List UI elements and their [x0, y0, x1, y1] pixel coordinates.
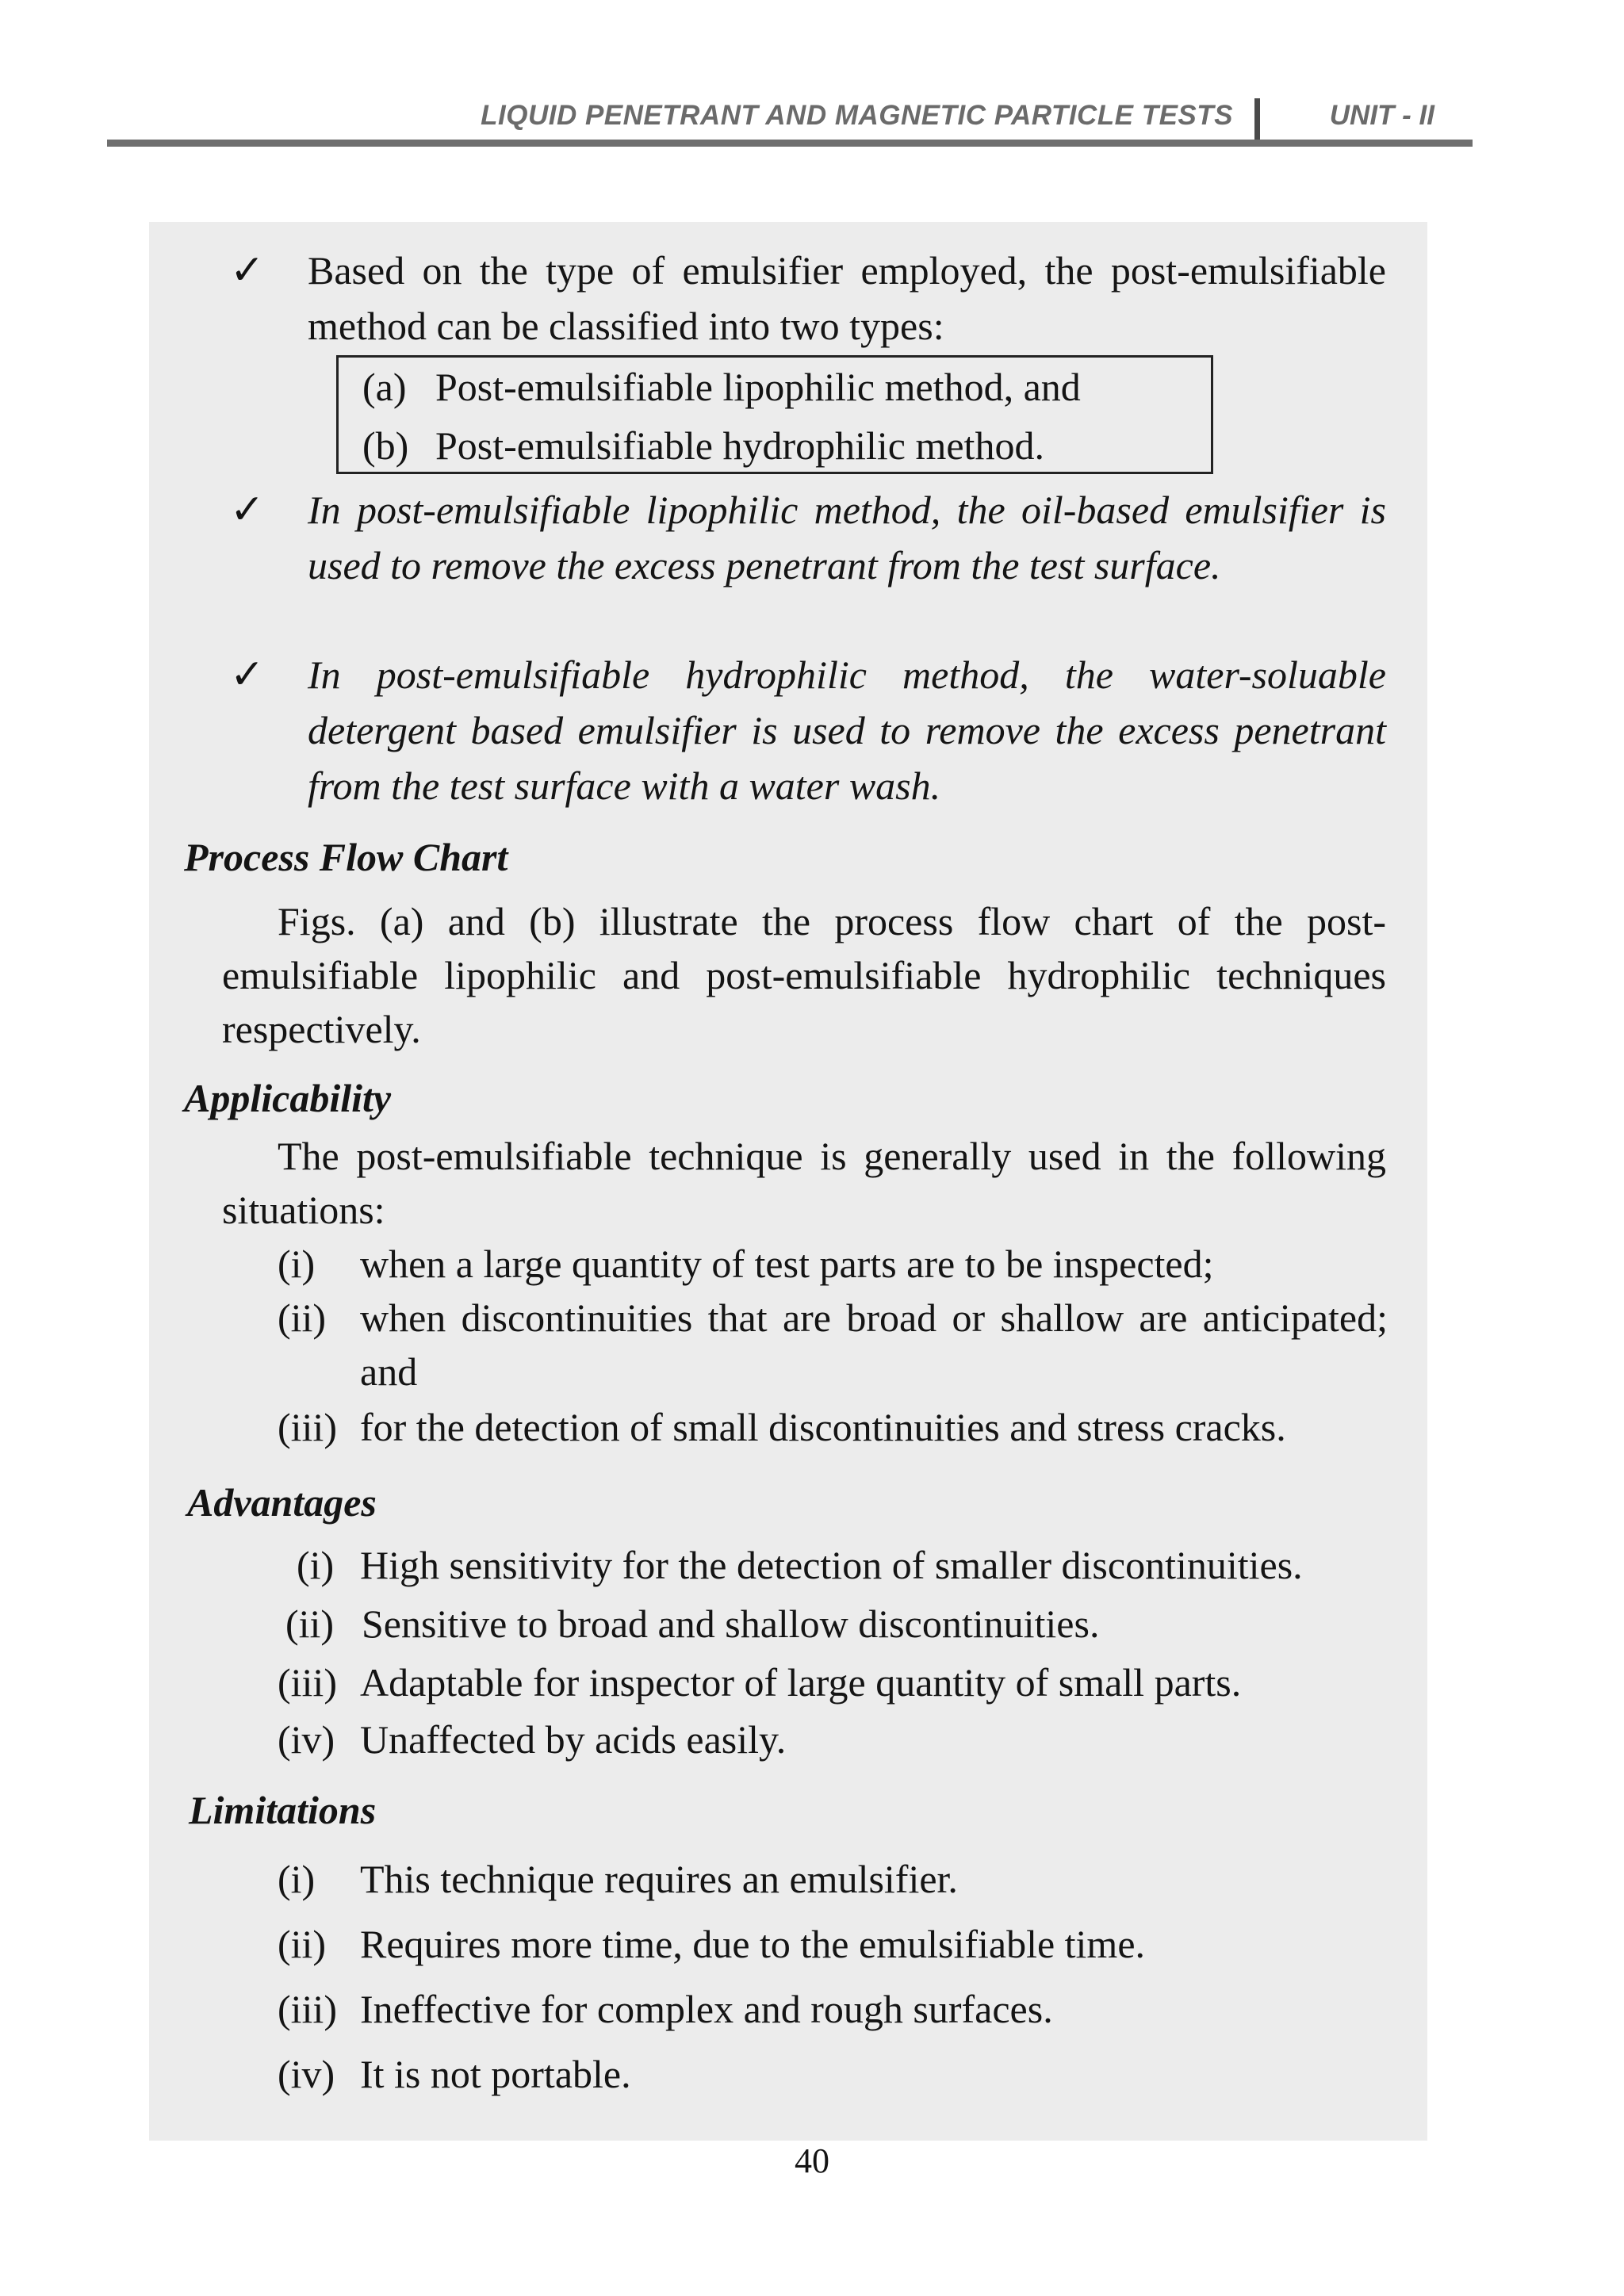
list-number: (iv) [278, 2052, 335, 2096]
type-label: (b) [362, 423, 409, 468]
type-item [362, 418, 1044, 473]
list-item [278, 1237, 1388, 1291]
list-number: (iii) [278, 1405, 337, 1449]
section-heading-limitations: Limitations [189, 1788, 377, 1832]
list-number: (iv) [278, 1717, 335, 1762]
list-item [297, 1538, 1391, 1592]
list-number: (i) [278, 1857, 316, 1901]
list-item [278, 1712, 1372, 1766]
list-text: High sensitivity for the detection of smaller discontinuities. [360, 1543, 1303, 1587]
header-unit: UNIT - II [1329, 100, 1434, 131]
checkmark-icon: ✓ [230, 247, 265, 294]
process-flow-text: Figs. (a) and (b) illustrate the process flow chart of the post-emulsifiable lipophilic and post-emulsifiable hydrophilic techniques respectively. [222, 899, 1386, 1051]
list-item [278, 2047, 1372, 2101]
list-item [285, 1597, 1380, 1651]
list-number: (iii) [278, 1987, 337, 2031]
checkmark-icon: ✓ [230, 651, 265, 698]
type-text: Post-emulsifiable hydrophilic method. [435, 423, 1044, 468]
list-text: Requires more time, due to the emulsifiable time. [360, 1922, 1146, 1966]
list-text: Unaffected by acids easily. [360, 1717, 787, 1762]
header-title: LIQUID PENETRANT AND MAGNETIC PARTICLE TESTS [481, 100, 1233, 131]
page-number: 40 [795, 2141, 829, 2180]
list-text: Ineffective for complex and rough surfaces. [360, 1987, 1053, 2031]
list-text: when discontinuities that are broad or shallow are anticipated; and [360, 1295, 1388, 1394]
bullet-text: In post-emulsifiable hydrophilic method, the water-soluable detergent based emulsifier is used to remove the excess penetrant from the test surface with a water wash. [308, 652, 1386, 808]
types-box [336, 355, 1213, 474]
list-item [278, 1982, 1372, 2036]
type-item [362, 359, 1081, 415]
section-heading-advantages: Advantages [187, 1480, 377, 1525]
list-text: Adaptable for inspector of large quantity of small parts. [360, 1660, 1242, 1705]
bullet-item [182, 243, 1388, 354]
list-text: It is not portable. [360, 2052, 631, 2096]
list-number: (ii) [278, 1295, 327, 1340]
list-text: for the detection of small discontinuities and stress cracks. [360, 1405, 1286, 1449]
section-heading-applicability: Applicability [184, 1076, 392, 1120]
checkmark-icon: ✓ [230, 486, 265, 534]
list-text: This technique requires an emulsifier. [360, 1857, 958, 1901]
bullet-text: In post-emulsifiable lipophilic method, the oil-based emulsifier is used to remove the excess penetrant from the test surface. [308, 488, 1386, 587]
list-number: (ii) [285, 1601, 335, 1646]
list-item [278, 1917, 1372, 1971]
applicability-text: The post-emulsifiable technique is generally used in the following situations: [222, 1134, 1386, 1232]
section-heading-process-flow: Process Flow Chart [184, 835, 508, 879]
list-text: Sensitive to broad and shallow discontinuities. [362, 1601, 1100, 1646]
type-label: (a) [362, 365, 407, 409]
list-item [278, 1655, 1372, 1709]
list-number: (i) [297, 1543, 335, 1587]
list-number: (i) [278, 1242, 316, 1286]
list-text: when a large quantity of test parts are to be inspected; [360, 1242, 1214, 1286]
bullet-text: Based on the type of emulsifier employed, the post-emulsifiable method can be classified into two types: [308, 248, 1386, 348]
bullet-item [182, 482, 1388, 649]
list-item [278, 1852, 1372, 1906]
type-text: Post-emulsifiable lipophilic method, and [435, 365, 1081, 409]
list-number: (iii) [278, 1660, 337, 1705]
list-number: (ii) [278, 1922, 327, 1966]
list-item [278, 1400, 1388, 1454]
bullet-item [182, 647, 1388, 813]
list-item [278, 1291, 1388, 1399]
